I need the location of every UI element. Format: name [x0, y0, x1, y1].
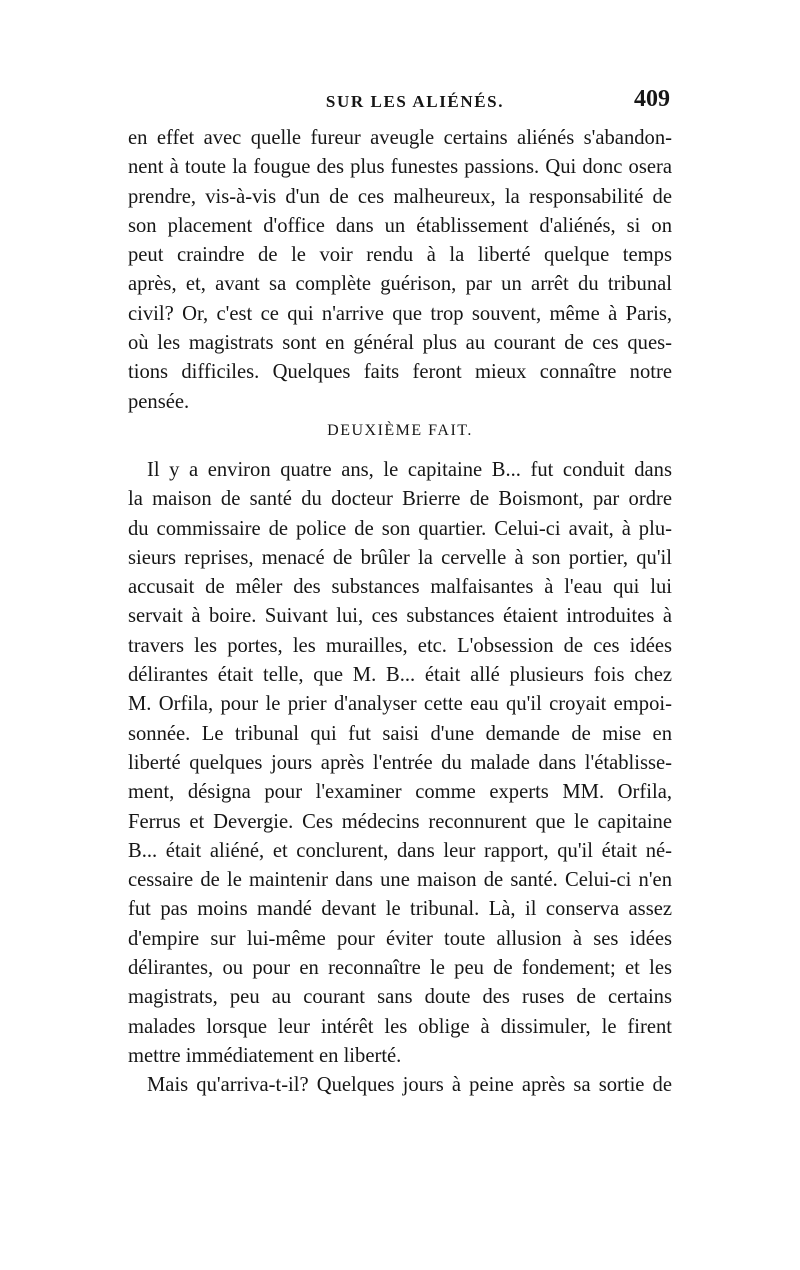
text-line: prendre, vis-à-vis d'un de ces malheureux, la responsabilité de	[128, 185, 672, 208]
text-line: travers les portes, les murailles, etc. L'obsession de ces idées	[128, 634, 672, 657]
text-line: ment, désigna pour l'examiner comme experts MM. Orfila,	[128, 781, 672, 804]
text-line: malades lorsque leur intérêt les oblige à dissimuler, le firent	[128, 1015, 672, 1038]
text-line: son placement d'office dans un établissement d'aliénés, si on	[128, 214, 672, 237]
text-line: en effet avec quelle fureur aveugle certains aliénés s'abandon-	[128, 127, 672, 149]
text-line: Il y a environ quatre ans, le capitaine B... fut conduit dans	[147, 459, 672, 481]
text-line: Mais qu'arriva-t-il? Quelques jours à peine après sa sortie de	[147, 1074, 672, 1097]
text-line: Ferrus et Devergie. Ces médecins reconnurent que le capitaine	[128, 810, 672, 833]
text-line: la maison de santé du docteur Brierre de Boismont, par ordre	[128, 488, 672, 511]
text-line: nent à toute la fougue des plus funestes passions. Qui donc osera	[128, 156, 672, 179]
running-title: SUR LES ALIÉNÉS.	[325, 92, 505, 111]
text-line: sieurs reprises, menacé de brûler la cervelle à son portier, qu'il	[128, 546, 672, 569]
text-line: accusait de mêler des substances malfaisantes à l'eau qui lui	[128, 576, 672, 599]
text-line: mettre immédiatement en liberté.	[128, 1044, 402, 1067]
text-line: fut pas moins mandé devant le tribunal. Là, il conserva assez	[128, 898, 672, 921]
text-line: sonnée. Le tribunal qui fut saisi d'une demande de mise en	[128, 722, 672, 745]
paragraph-2	[128, 456, 672, 1101]
text-line: du commissaire de police de son quartier. Celui-ci avait, à plu-	[128, 517, 672, 540]
text-line: tions difficiles. Quelques faits feront mieux connaître notre	[128, 361, 672, 384]
page-header	[128, 84, 672, 118]
text-line: cessaire de le maintenir dans une maison de santé. Celui-ci n'en	[128, 869, 672, 892]
text-line: après, et, avant sa complète guérison, par un arrêt du tribunal	[128, 273, 672, 296]
text-line: délirantes était telle, que M. B... était allé plusieurs fois chez	[128, 664, 672, 687]
text-line: peut craindre de le voir rendu à la liberté quelque temps	[128, 244, 672, 267]
text-line: d'empire sur lui-même pour éviter toute allusion à ses idées	[128, 927, 672, 950]
text-line: B... était aliéné, et conclurent, dans leur rapport, qu'il était né-	[128, 839, 672, 862]
paragraph-1	[128, 124, 672, 417]
text-line: liberté quelques jours après l'entrée du malade dans l'établisse-	[128, 751, 672, 774]
text-line: servait à boire. Suivant lui, ces substances étaient introduites à	[128, 605, 672, 628]
text-line: M. Orfila, pour le prier d'analyser cette eau qu'il croyait empoi-	[128, 693, 672, 716]
text-line: magistrats, peu au courant sans doute des ruses de certains	[128, 986, 672, 1009]
text-line: où les magistrats sont en général plus au courant de ces ques-	[128, 332, 672, 355]
page-number: 409	[634, 86, 670, 112]
text-line: civil? Or, c'est ce qui n'arrive que trop souvent, même à Paris,	[128, 302, 672, 325]
text-line: pensée.	[128, 390, 190, 413]
section-heading: DEUXIÈME FAIT.	[327, 422, 473, 439]
text-line: délirantes, ou pour en reconnaître le peu de fondement; et les	[128, 957, 672, 980]
